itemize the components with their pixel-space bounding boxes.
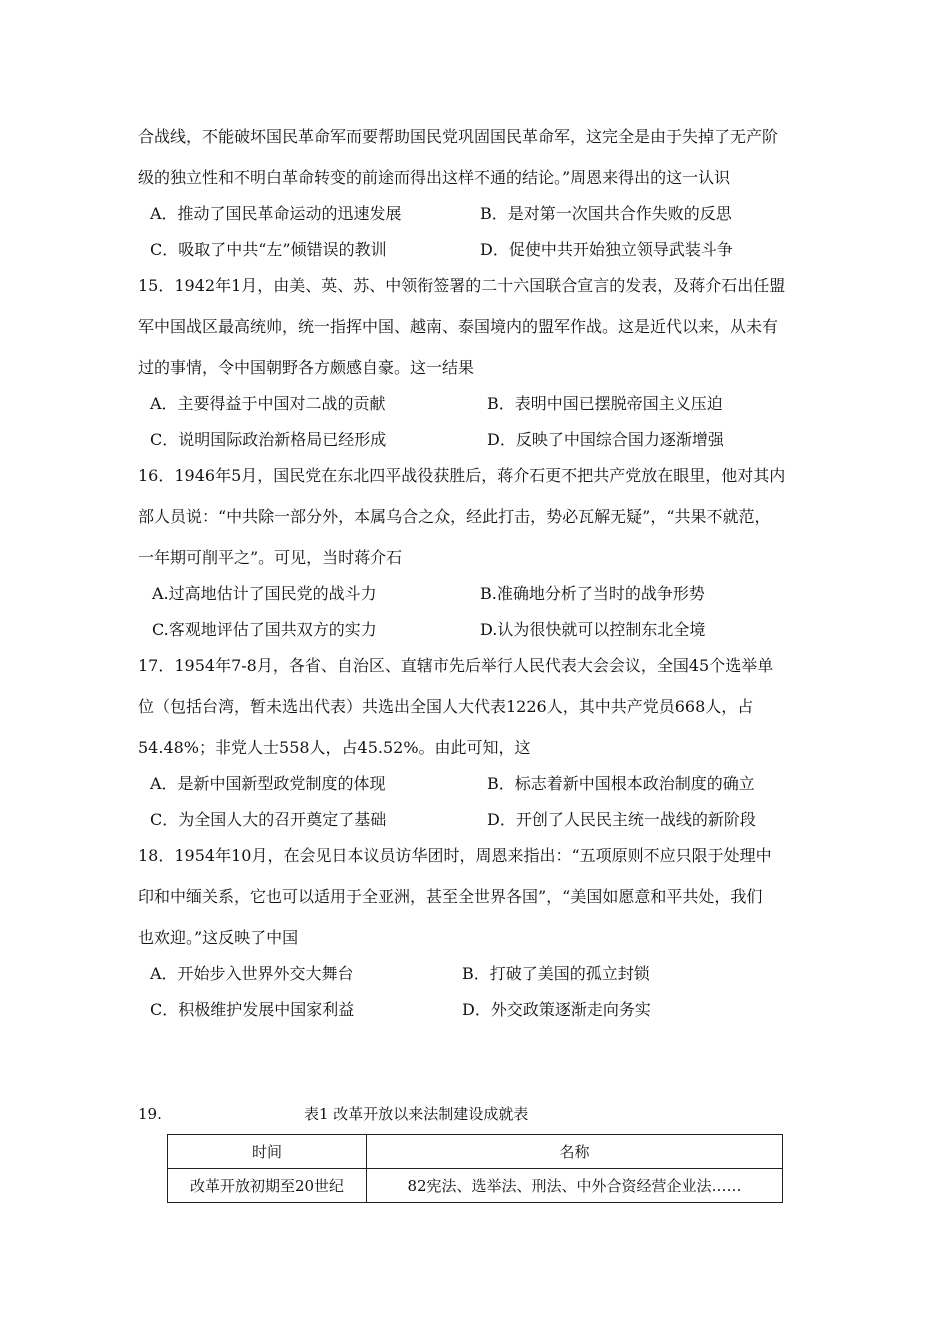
option-a: A．推动了国民革命运动的迅速发展 [150,204,402,223]
table-row [168,1169,783,1203]
option-b: B．表明中国已摆脱帝国主义压迫 [487,394,723,413]
question-16-line: 部人员说：“中共除一部分外，本属乌合之众，经此打击，势必瓦解无疑”，“共果不就范， [138,507,771,526]
option-c: C．吸取了中共“左”倾错误的教训 [150,240,387,259]
option-b: B．标志着新中国根本政治制度的确立 [487,774,755,793]
option-c: C．积极维护发展中国家利益 [150,1000,355,1019]
question-16-line: 16．1946年5月，国民党在东北四平战役获胜后，蒋介石更不把共产党放在眼里，他对其内 [138,466,786,485]
question-text-line: 合战线，不能破坏国民革命军而要帮助国民党巩固国民革命军，这完全是由于失掉了无产阶 [138,127,779,146]
option-a: A．是新中国新型政党制度的体现 [150,774,386,793]
table-caption: 表1 改革开放以来法制建设成就表 [304,1105,529,1123]
question-19-number: 19. [138,1105,162,1123]
option-a: A．开始步入世界外交大舞台 [150,964,354,983]
option-d: D.认为很快就可以控制东北全境 [480,620,706,639]
question-17-line: 17．1954年7-8月，各省、自治区、直辖市先后举行人民代表大会会议，全国45个选举单 [138,656,774,675]
option-b: B．是对第一次国共合作失败的反思 [480,204,732,223]
option-d: D．外交政策逐渐走向务实 [462,1000,651,1019]
question-16-line: 一年期可削平之”。可见，当时蒋介石 [138,548,403,567]
achievement-table [167,1134,783,1203]
question-18-line: 18．1954年10月，在会见日本议员访华团时，周恩来指出：“五项原则不应只限于处理中 [138,846,772,865]
question-text-line: 级的独立性和不明白革命转变的前途而得出这样不通的结论。”周恩来得出的这一认识 [138,168,731,187]
option-b: B．打破了美国的孤立封锁 [462,964,650,983]
option-c: C.客观地评估了国共双方的实力 [152,620,377,639]
table-cell-name: 82宪法、选举法、刑法、中外合资经营企业法…… [367,1169,783,1203]
question-17-line: 54.48%；非党人士558人，占45.52%。由此可知，这 [138,738,531,757]
table-cell-time: 改革开放初期至20世纪 [168,1169,367,1203]
question-15-line: 军中国战区最高统帅，统一指挥中国、越南、泰国境内的盟军作战。这是近代以来，从未有 [138,317,779,336]
question-18-line: 印和中缅关系，它也可以适用于全亚洲，甚至全世界各国”，“美国如愿意和平共处，我们 [138,887,763,906]
option-c: C．为全国人大的召开奠定了基础 [150,810,387,829]
table-header-row [168,1135,783,1169]
option-d: D．促使中共开始独立领导武装斗争 [480,240,733,259]
option-a: A．主要得益于中国对二战的贡献 [150,394,386,413]
option-a: A.过高地估计了国民党的战斗力 [152,584,377,603]
option-b: B.准确地分析了当时的战争形势 [480,584,705,603]
option-d: D．反映了中国综合国力逐渐增强 [487,430,724,449]
column-header-time: 时间 [168,1135,367,1169]
question-15-line: 15．1942年1月，由美、英、苏、中领衔签署的二十六国联合宣言的发表，及蒋介石出任盟 [138,276,786,295]
question-18-line: 也欢迎。”这反映了中国 [138,928,299,947]
question-17-line: 位（包括台湾，暂未选出代表）共选出全国人大代表1226人，其中共产党员668人，占 [138,697,754,716]
column-header-name: 名称 [367,1135,783,1169]
option-d: D．开创了人民民主统一战线的新阶段 [487,810,756,829]
question-15-line: 过的事情，令中国朝野各方颇感自豪。这一结果 [138,358,475,377]
option-c: C．说明国际政治新格局已经形成 [150,430,387,449]
